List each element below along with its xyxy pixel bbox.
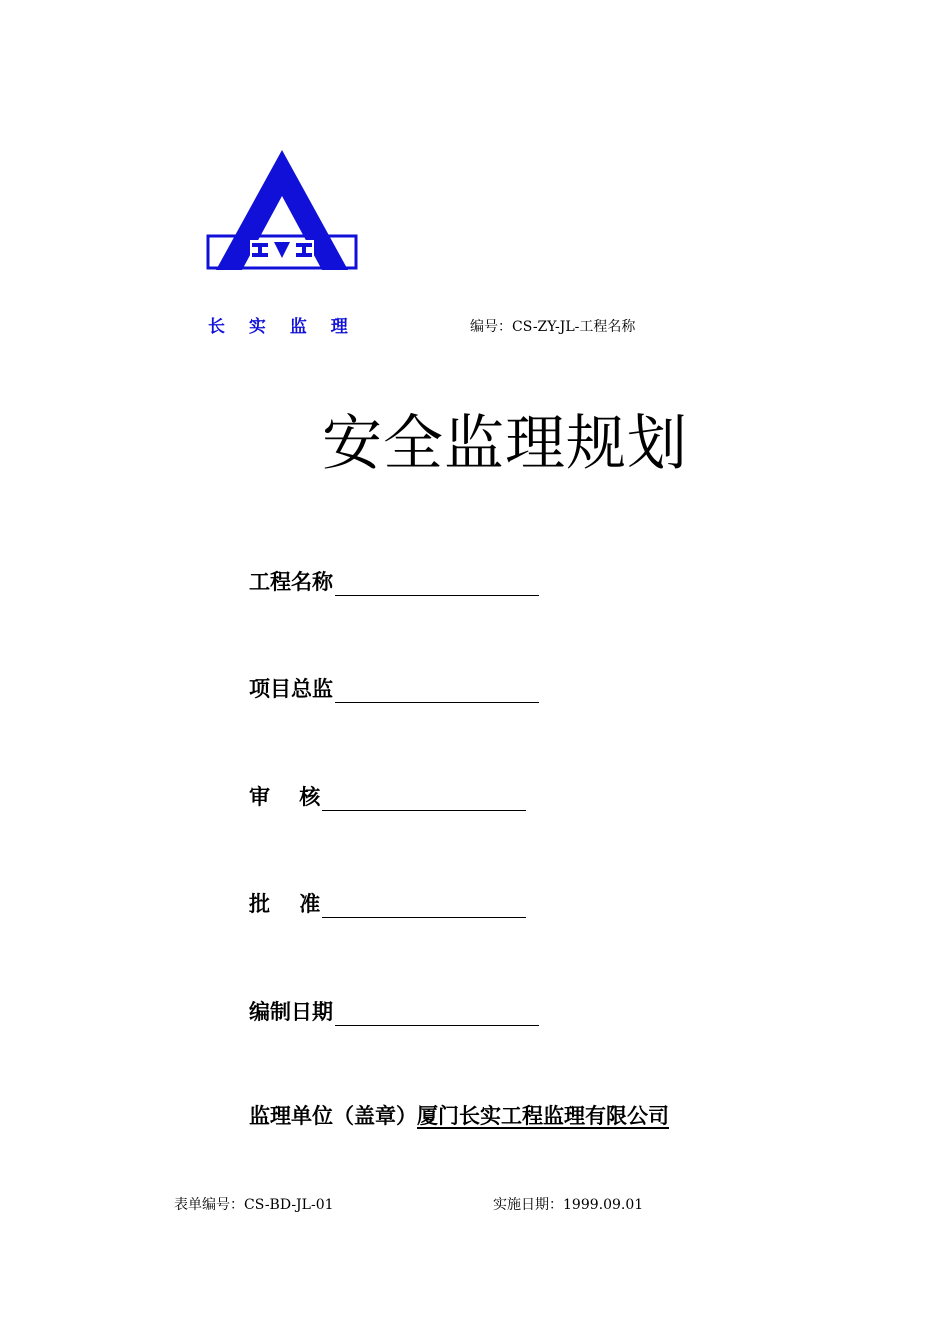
field-approve [249,888,526,918]
field-label: 审 核 [249,785,321,809]
effective-date: 实施日期：1999.09.01 [493,1197,644,1213]
form-number: 表单编号：CS-BD-JL-01 [174,1197,334,1213]
blank-line [335,1003,539,1026]
field-label: 批 准 [249,892,321,916]
blank-line [335,573,539,596]
blank-line [322,788,526,811]
field-review [249,781,526,811]
unit-company: 厦门长实工程监理有限公司 [417,1104,669,1128]
field-date [249,996,539,1026]
field-project-name [249,566,539,596]
unit-label: 监理单位（盖章） [249,1104,417,1128]
blank-line [335,680,539,703]
company-mark: 长 实 监 理 [208,317,357,337]
supervision-unit [249,1100,669,1130]
field-label: 编制日期 [249,1000,333,1024]
blank-line [322,895,526,918]
field-label: 工程名称 [249,570,333,594]
triangle-logo [206,148,358,276]
document-title: 安全监理规划 [322,409,688,479]
field-project-director [249,673,539,703]
field-label: 项目总监 [249,677,333,701]
document-code: 编号：CS-ZY-JL-工程名称 [470,319,636,335]
